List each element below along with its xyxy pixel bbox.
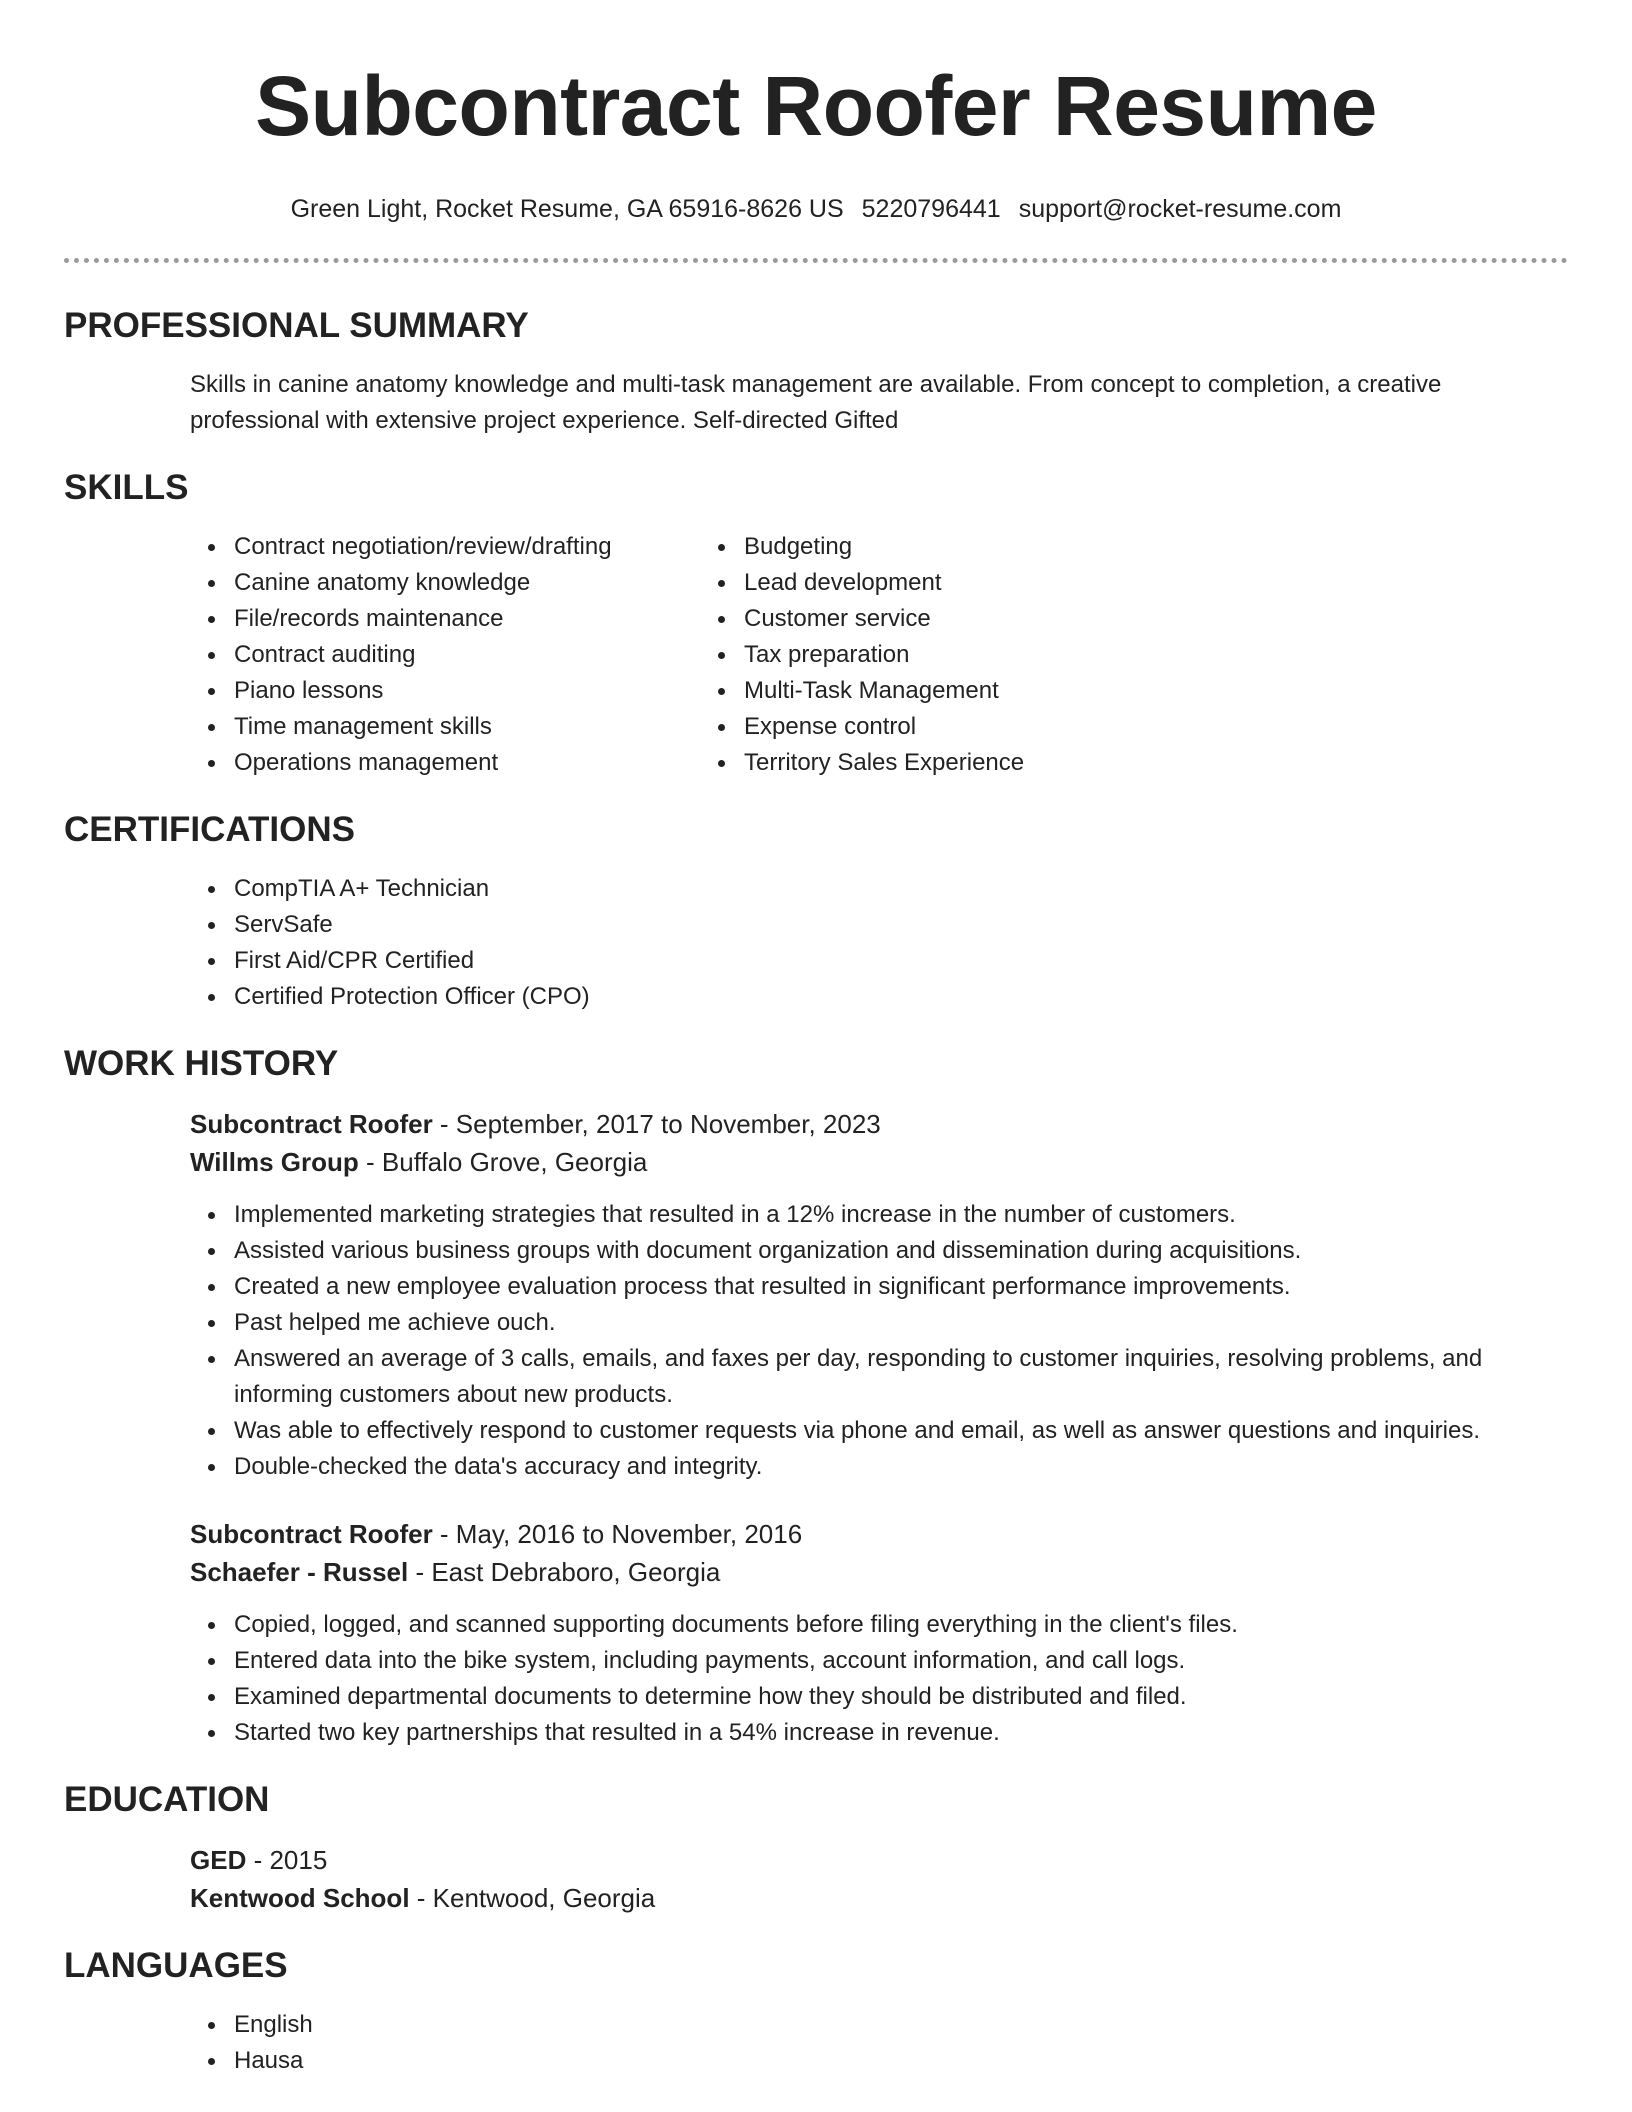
list-item: Contract auditing (234, 637, 744, 673)
education-degree: GED (190, 1845, 247, 1875)
list-item: Tax preparation (744, 637, 1424, 673)
list-item: Implemented marketing strategies that resulted in a 12% increase in the number of customers. (234, 1197, 1568, 1233)
list-item: English (234, 2007, 1568, 2043)
job-company: Schaefer - Russel (190, 1557, 409, 1587)
list-item: Was able to effectively respond to customer requests via phone and email, as well as answer questions and inquiries. (234, 1413, 1568, 1449)
list-item: Entered data into the bike system, including payments, account information, and call logs. (234, 1643, 1568, 1679)
education-degree-line (190, 1841, 1568, 1879)
certifications-heading: CERTIFICATIONS (64, 810, 356, 849)
list-item: Time management skills (234, 709, 744, 745)
summary-text: Skills in canine anatomy knowledge and multi-task management are available. From concept to completion, a creative professional with extensive project experience. Self-directed Gifted (190, 371, 1442, 434)
job-bullets (64, 1607, 1568, 1751)
job-location: - East Debraboro, Georgia (408, 1557, 721, 1587)
job-company: Willms Group (190, 1147, 359, 1177)
list-item: Budgeting (744, 529, 1424, 565)
list-item: Copied, logged, and scanned supporting documents before filing everything in the client's files. (234, 1607, 1568, 1643)
education-year: - 2015 (246, 1845, 328, 1875)
languages-list (64, 2007, 1568, 2079)
languages-heading: LANGUAGES (64, 1946, 288, 1985)
page-title: Subcontract Roofer Resume (255, 59, 1377, 153)
list-item: Assisted various business groups with document organization and dissemination during acquisitions. (234, 1233, 1568, 1269)
job-location: - Buffalo Grove, Georgia (358, 1147, 648, 1177)
languages-section (64, 1945, 1568, 2079)
skills-list-right (744, 529, 1424, 781)
job-company-line (190, 1143, 1568, 1181)
skills-section (64, 467, 1568, 781)
list-item: First Aid/CPR Certified (234, 943, 1568, 979)
education-section (64, 1779, 1568, 1917)
list-item: Contract negotiation/review/drafting (234, 529, 744, 565)
list-item: Expense control (744, 709, 1424, 745)
job-title-line (190, 1515, 1568, 1553)
contact-address: Green Light, Rocket Resume, GA 65916-8626 US (290, 195, 844, 223)
job-entry (64, 1515, 1568, 1751)
list-item: Past helped me achieve ouch. (234, 1305, 1568, 1341)
work-section (64, 1043, 1568, 1751)
list-item: Answered an average of 3 calls, emails, and faxes per day, responding to customer inquiries, resolving problems, and informing customers about new products. (234, 1341, 1568, 1413)
summary-heading: PROFESSIONAL SUMMARY (64, 306, 529, 345)
summary-section (64, 305, 1568, 439)
job-dates: - September, 2017 to November, 2023 (432, 1109, 881, 1139)
list-item: Operations management (234, 745, 744, 781)
education-heading: EDUCATION (64, 1780, 270, 1819)
contact-line (64, 194, 1568, 224)
job-company-line (190, 1553, 1568, 1591)
job-title: Subcontract Roofer (190, 1109, 433, 1139)
work-heading: WORK HISTORY (64, 1044, 339, 1083)
list-item: ServSafe (234, 907, 1568, 943)
contact-email[interactable]: support@rocket-resume.com (1018, 195, 1342, 223)
certifications-section (64, 809, 1568, 1015)
list-item: Examined departmental documents to determine how they should be distributed and filed. (234, 1679, 1568, 1715)
list-item: Multi-Task Management (744, 673, 1424, 709)
list-item: Started two key partnerships that resulted in a 54% increase in revenue. (234, 1715, 1568, 1751)
job-title: Subcontract Roofer (190, 1519, 433, 1549)
skills-list-left (64, 529, 744, 781)
list-item: CompTIA A+ Technician (234, 871, 1568, 907)
list-item: Piano lessons (234, 673, 744, 709)
list-item: Territory Sales Experience (744, 745, 1424, 781)
education-school-line (190, 1879, 1568, 1917)
list-item: Canine anatomy knowledge (234, 565, 744, 601)
list-item: Certified Protection Officer (CPO) (234, 979, 1568, 1015)
job-dates: - May, 2016 to November, 2016 (432, 1519, 803, 1549)
skills-heading: SKILLS (64, 468, 189, 507)
list-item: File/records maintenance (234, 601, 744, 637)
job-title-line (190, 1105, 1568, 1143)
header-divider (64, 258, 1568, 263)
education-school: Kentwood School (190, 1883, 410, 1913)
education-location: - Kentwood, Georgia (409, 1883, 656, 1913)
list-item: Hausa (234, 2043, 1568, 2079)
certifications-list (64, 871, 1568, 1015)
list-item: Created a new employee evaluation process that resulted in significant performance improvements. (234, 1269, 1568, 1305)
job-bullets (64, 1197, 1568, 1485)
list-item: Customer service (744, 601, 1424, 637)
skills-grid (64, 529, 1568, 781)
list-item: Lead development (744, 565, 1424, 601)
job-entry (64, 1105, 1568, 1485)
contact-phone: 5220796441 (861, 195, 1001, 223)
list-item: Double-checked the data's accuracy and integrity. (234, 1449, 1568, 1485)
